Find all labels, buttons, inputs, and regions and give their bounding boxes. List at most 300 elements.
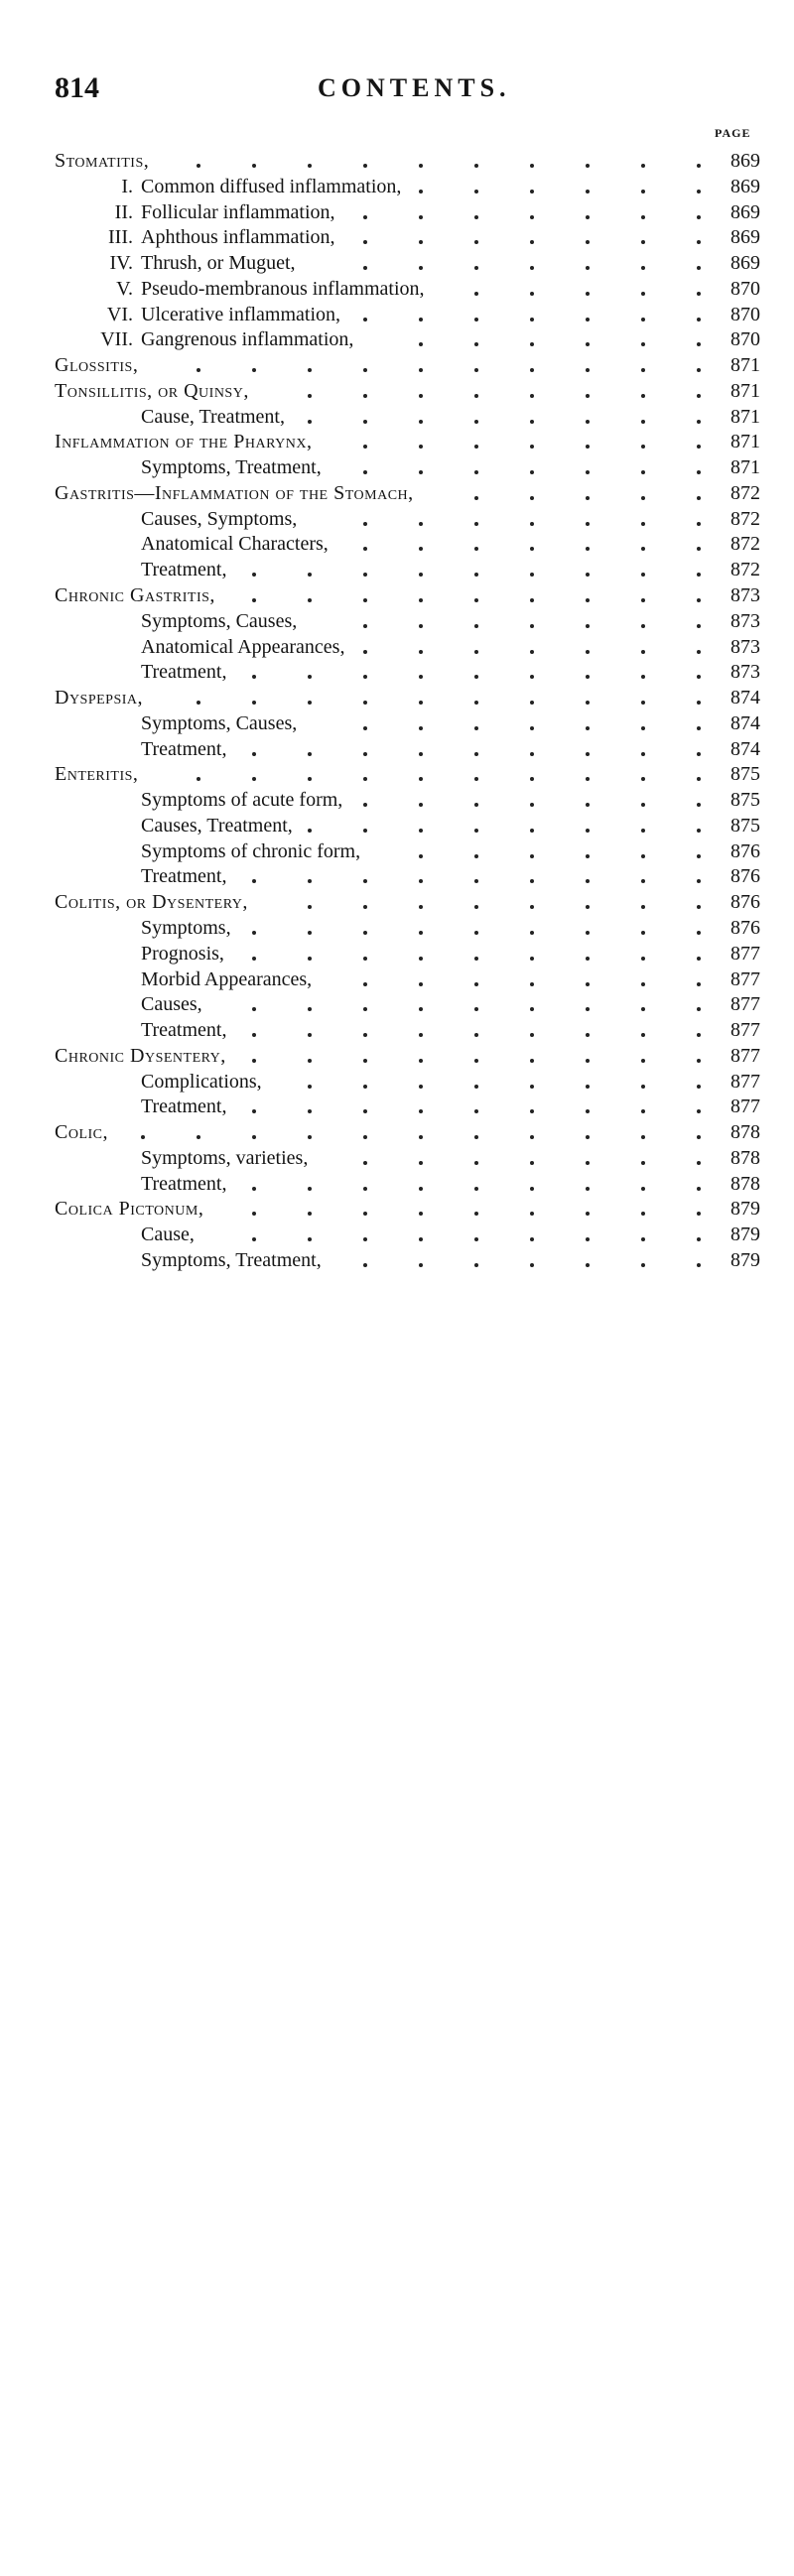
toc-entry-title xyxy=(141,455,322,481)
leader-dot xyxy=(697,190,701,193)
leader-dot xyxy=(474,190,478,193)
leader-dot xyxy=(419,905,423,909)
toc-entry xyxy=(0,992,794,1018)
leader-dot xyxy=(363,266,367,270)
leader-dot xyxy=(530,1237,534,1241)
leader-dot xyxy=(419,624,423,628)
leader-dot xyxy=(586,931,590,935)
toc-entry-title xyxy=(55,1197,203,1223)
leader-dot xyxy=(419,982,423,986)
leader-dot xyxy=(419,701,423,705)
leader-dot xyxy=(363,522,367,526)
leader-dot xyxy=(641,292,645,296)
toc-entry-title xyxy=(141,1223,195,1248)
leader-dot xyxy=(474,318,478,322)
leader-dot xyxy=(363,1161,367,1165)
leader-dot xyxy=(252,1007,256,1011)
leader-dot xyxy=(641,1007,645,1011)
toc-entry-title xyxy=(141,864,226,890)
toc-entry xyxy=(0,1172,794,1198)
leader-dot xyxy=(419,1085,423,1089)
leader-dot xyxy=(474,164,478,168)
toc-entry-text: Inflammation of the Pharynx, xyxy=(55,431,313,453)
leader-dot xyxy=(697,624,701,628)
leader-dot xyxy=(530,1212,534,1216)
leader-dot xyxy=(641,522,645,526)
dot-leader xyxy=(0,660,707,686)
toc-entry-text: Causes, Treatment, xyxy=(141,814,293,837)
leader-dot xyxy=(252,931,256,935)
leader-dot xyxy=(363,675,367,679)
dot-leader xyxy=(0,507,707,533)
leader-dot xyxy=(363,394,367,398)
dot-leader xyxy=(0,609,707,635)
leader-dot xyxy=(697,522,701,526)
toc-entry-page: 876 xyxy=(730,839,760,862)
toc-entry-text: Symptoms, Treatment, xyxy=(141,1248,322,1271)
toc-entry xyxy=(0,814,794,839)
leader-dot xyxy=(474,470,478,474)
leader-dot xyxy=(474,420,478,424)
toc-entry-text: Complications, xyxy=(141,1070,262,1093)
toc-entry-text: Treatment, xyxy=(141,737,227,760)
toc-entry-title xyxy=(55,1044,226,1070)
leader-dot xyxy=(641,675,645,679)
leader-dot xyxy=(641,240,645,244)
leader-dot xyxy=(308,420,312,424)
leader-dot xyxy=(308,164,312,168)
leader-dot xyxy=(641,1033,645,1037)
leader-dot xyxy=(641,879,645,883)
dot-leader xyxy=(0,864,707,890)
toc-entry-page: 877 xyxy=(730,1095,760,1118)
leader-dot xyxy=(363,624,367,628)
leader-dot xyxy=(474,1187,478,1191)
leader-dot xyxy=(308,905,312,909)
leader-dot xyxy=(474,905,478,909)
toc-entry xyxy=(0,200,794,226)
leader-dot xyxy=(252,1237,256,1241)
toc-entry-title xyxy=(141,1018,226,1044)
leader-dot xyxy=(641,190,645,193)
toc-entry-page: 873 xyxy=(730,584,760,607)
leader-dot xyxy=(697,1033,701,1037)
leader-dot xyxy=(252,1187,256,1191)
dot-leader xyxy=(0,814,707,839)
roman-numeral: VI. xyxy=(106,303,133,325)
toc-entry-title xyxy=(55,686,143,711)
toc-entry xyxy=(0,660,794,686)
toc-entry xyxy=(0,327,794,353)
leader-dot xyxy=(586,368,590,372)
leader-dot xyxy=(419,394,423,398)
leader-dot xyxy=(419,342,423,346)
leader-dot xyxy=(252,164,256,168)
toc-entry-title xyxy=(55,149,149,175)
leader-dot xyxy=(419,1187,423,1191)
leader-dot xyxy=(419,190,423,193)
dot-leader xyxy=(0,558,707,583)
toc-entry-title xyxy=(141,635,344,661)
leader-dot xyxy=(530,266,534,270)
leader-dot xyxy=(419,1135,423,1139)
leader-dot xyxy=(474,854,478,858)
toc-entry xyxy=(0,890,794,916)
leader-dot xyxy=(586,957,590,961)
toc-entry-page: 869 xyxy=(730,252,760,275)
leader-dot xyxy=(474,1033,478,1037)
toc-entry-title xyxy=(141,942,224,967)
toc-entry-page: 876 xyxy=(730,891,760,914)
dot-leader xyxy=(0,711,707,737)
dot-leader xyxy=(0,992,707,1018)
leader-dot xyxy=(308,1033,312,1037)
leader-dot xyxy=(641,777,645,781)
leader-dot xyxy=(586,1237,590,1241)
leader-dot xyxy=(530,1161,534,1165)
leader-dot xyxy=(530,752,534,756)
leader-dot xyxy=(363,215,367,219)
leader-dot xyxy=(697,1109,701,1113)
leader-dot xyxy=(530,573,534,577)
leader-dot xyxy=(641,982,645,986)
leader-dot xyxy=(641,829,645,833)
toc-entry-title xyxy=(141,532,329,558)
toc-entry-title xyxy=(141,558,226,583)
toc-entry-title xyxy=(141,405,285,431)
roman-numeral: II. xyxy=(114,200,133,223)
toc-entry-page: 877 xyxy=(730,967,760,990)
leader-dot xyxy=(419,854,423,858)
leader-dot xyxy=(419,368,423,372)
leader-dot xyxy=(697,957,701,961)
leader-dot xyxy=(641,470,645,474)
leader-dot xyxy=(308,1059,312,1063)
leader-dot xyxy=(697,1135,701,1139)
leader-dot xyxy=(474,1059,478,1063)
toc-entry xyxy=(0,430,794,455)
leader-dot xyxy=(252,368,256,372)
toc-entry-text: Anatomical Appearances, xyxy=(141,635,345,658)
toc-entry-page: 879 xyxy=(730,1224,760,1246)
toc-entry-title xyxy=(93,225,335,251)
leader-dot xyxy=(474,292,478,296)
leader-dot xyxy=(697,982,701,986)
leader-dot xyxy=(641,420,645,424)
toc-entry xyxy=(0,1197,794,1223)
toc-entry xyxy=(0,455,794,481)
leader-dot xyxy=(197,701,200,705)
toc-entry-text: Symptoms, varieties, xyxy=(141,1146,309,1169)
toc-entry-text: Tonsillitis, or Quinsy, xyxy=(55,379,249,402)
toc-entry-page: 870 xyxy=(730,277,760,300)
toc-entry-page: 871 xyxy=(730,405,760,428)
toc-entry xyxy=(0,635,794,661)
toc-entry-text: Symptoms of acute form, xyxy=(141,789,343,812)
leader-dot xyxy=(697,650,701,654)
leader-dot xyxy=(474,573,478,577)
leader-dot xyxy=(586,650,590,654)
leader-dot xyxy=(363,420,367,424)
toc-entry-title xyxy=(141,609,297,635)
leader-dot xyxy=(530,650,534,654)
leader-dot xyxy=(252,1212,256,1216)
toc-entry xyxy=(0,225,794,251)
leader-dot xyxy=(308,1135,312,1139)
leader-dot xyxy=(474,650,478,654)
leader-dot xyxy=(419,675,423,679)
toc-entry-text: Enteritis, xyxy=(55,763,139,786)
leader-dot xyxy=(530,931,534,935)
leader-dot xyxy=(474,675,478,679)
leader-dot xyxy=(363,1007,367,1011)
leader-dot xyxy=(363,957,367,961)
toc-entry xyxy=(0,379,794,405)
toc-entry-title xyxy=(141,1172,226,1198)
leader-dot xyxy=(530,420,534,424)
leader-dot xyxy=(530,190,534,193)
leader-dot xyxy=(586,777,590,781)
leader-dot xyxy=(308,394,312,398)
leader-dot xyxy=(419,318,423,322)
toc-entry xyxy=(0,1223,794,1248)
leader-dot xyxy=(641,905,645,909)
toc-entry-page: 877 xyxy=(730,1070,760,1093)
leader-dot xyxy=(419,420,423,424)
toc-entry xyxy=(0,609,794,635)
leader-dot xyxy=(697,675,701,679)
toc-entry-page: 871 xyxy=(730,431,760,453)
leader-dot xyxy=(363,777,367,781)
leader-dot xyxy=(363,752,367,756)
leader-dot xyxy=(641,1212,645,1216)
toc-entry-page: 871 xyxy=(730,456,760,479)
leader-dot xyxy=(530,445,534,449)
toc-entry xyxy=(0,1095,794,1120)
toc-entry-text: Thrush, or Muguet, xyxy=(141,252,296,275)
leader-dot xyxy=(697,292,701,296)
toc-entry-page: 872 xyxy=(730,533,760,556)
roman-numeral: V. xyxy=(116,277,133,300)
leader-dot xyxy=(641,164,645,168)
roman-numeral: IV. xyxy=(109,252,133,275)
leader-dot xyxy=(697,318,701,322)
toc-entry-title xyxy=(141,1095,226,1120)
toc-entry-title xyxy=(55,430,312,455)
leader-dot xyxy=(530,496,534,500)
leader-dot xyxy=(419,1109,423,1113)
leader-dot xyxy=(586,547,590,551)
dot-leader xyxy=(0,1248,707,1274)
leader-dot xyxy=(474,547,478,551)
toc-entry-text: Symptoms, Causes, xyxy=(141,711,298,734)
leader-dot xyxy=(586,240,590,244)
leader-dot xyxy=(697,266,701,270)
leader-dot xyxy=(363,1237,367,1241)
leader-dot xyxy=(697,1085,701,1089)
toc-entry-title xyxy=(141,992,202,1018)
toc-entry-page: 874 xyxy=(730,737,760,760)
roman-numeral: VII. xyxy=(100,328,133,351)
leader-dot xyxy=(530,522,534,526)
leader-dot xyxy=(474,957,478,961)
toc-entry-title xyxy=(55,1120,108,1146)
toc-entry-page: 872 xyxy=(730,559,760,581)
toc-entry xyxy=(0,762,794,788)
leader-dot xyxy=(363,1085,367,1089)
dot-leader xyxy=(0,916,707,942)
leader-dot xyxy=(641,1059,645,1063)
leader-dot xyxy=(586,1263,590,1267)
leader-dot xyxy=(697,1237,701,1241)
leader-dot xyxy=(697,905,701,909)
toc-entry-page: 878 xyxy=(730,1146,760,1169)
toc-entry-title xyxy=(93,175,401,200)
leader-dot xyxy=(530,215,534,219)
toc-entry-page: 869 xyxy=(730,226,760,249)
leader-dot xyxy=(530,164,534,168)
toc-entry-text: Treatment, xyxy=(141,661,227,684)
leader-dot xyxy=(641,547,645,551)
leader-dot xyxy=(586,266,590,270)
leader-dot xyxy=(363,1033,367,1037)
toc-entry-text: Symptoms of chronic form, xyxy=(141,839,361,862)
leader-dot xyxy=(363,1187,367,1191)
leader-dot xyxy=(474,1135,478,1139)
toc-entry-title xyxy=(55,353,138,379)
page-column-label: PAGE xyxy=(715,126,751,140)
toc-entry-page: 869 xyxy=(730,150,760,172)
leader-dot xyxy=(530,1085,534,1089)
leader-dot xyxy=(474,803,478,807)
leader-dot xyxy=(586,1033,590,1037)
leader-dot xyxy=(530,1109,534,1113)
toc-entry-page: 873 xyxy=(730,661,760,684)
toc-entry-text: Cause, Treatment, xyxy=(141,405,285,428)
toc-entry xyxy=(0,1044,794,1070)
toc-entry xyxy=(0,405,794,431)
toc-entry-page: 878 xyxy=(730,1121,760,1144)
running-head: CONTENTS. xyxy=(318,73,511,102)
toc-entry-page: 879 xyxy=(730,1248,760,1271)
leader-dot xyxy=(419,777,423,781)
roman-numeral: I. xyxy=(121,175,133,197)
leader-dot xyxy=(419,445,423,449)
toc-entry-title xyxy=(141,839,360,865)
leader-dot xyxy=(474,598,478,602)
toc-entry-text: Follicular inflammation, xyxy=(141,200,335,223)
toc-entry xyxy=(0,1146,794,1172)
leader-dot xyxy=(586,573,590,577)
toc-entry-text: Pseudo-membranous inflammation, xyxy=(141,277,425,300)
leader-dot xyxy=(641,496,645,500)
leader-dot xyxy=(474,1109,478,1113)
leader-dot xyxy=(530,1033,534,1037)
leader-dot xyxy=(586,522,590,526)
page-number: 814 xyxy=(55,71,99,104)
leader-dot xyxy=(474,496,478,500)
leader-dot xyxy=(530,1007,534,1011)
toc-entry-text: Treatment, xyxy=(141,1095,227,1118)
toc-entry-title xyxy=(93,327,353,353)
leader-dot xyxy=(641,701,645,705)
leader-dot xyxy=(697,777,701,781)
leader-dot xyxy=(363,445,367,449)
leader-dot xyxy=(419,726,423,730)
dot-leader xyxy=(0,1070,707,1095)
leader-dot xyxy=(530,726,534,730)
toc-entry xyxy=(0,277,794,303)
leader-dot xyxy=(252,598,256,602)
leader-dot xyxy=(474,445,478,449)
leader-dot xyxy=(419,215,423,219)
toc-entry-title xyxy=(93,277,425,303)
toc-entry xyxy=(0,532,794,558)
leader-dot xyxy=(474,624,478,628)
leader-dot xyxy=(697,1161,701,1165)
leader-dot xyxy=(586,829,590,833)
toc-entry-page: 869 xyxy=(730,175,760,197)
dot-leader xyxy=(0,942,707,967)
table-of-contents xyxy=(0,149,794,1274)
leader-dot xyxy=(586,445,590,449)
leader-dot xyxy=(308,573,312,577)
toc-entry xyxy=(0,711,794,737)
leader-dot xyxy=(530,368,534,372)
roman-numeral: III. xyxy=(108,226,133,249)
leader-dot xyxy=(419,598,423,602)
leader-dot xyxy=(586,598,590,602)
leader-dot xyxy=(641,368,645,372)
leader-dot xyxy=(697,726,701,730)
leader-dot xyxy=(419,1212,423,1216)
toc-entry-text: Anatomical Characters, xyxy=(141,533,329,556)
leader-dot xyxy=(308,1187,312,1191)
toc-entry-text: Cause, xyxy=(141,1224,195,1246)
leader-dot xyxy=(474,982,478,986)
toc-entry-title xyxy=(141,1146,308,1172)
leader-dot xyxy=(308,1212,312,1216)
leader-dot xyxy=(530,598,534,602)
leader-dot xyxy=(252,1135,256,1139)
toc-entry xyxy=(0,942,794,967)
leader-dot xyxy=(530,905,534,909)
dot-leader xyxy=(0,1223,707,1248)
leader-dot xyxy=(586,624,590,628)
toc-entry-text: Causes, Symptoms, xyxy=(141,507,298,530)
toc-entry xyxy=(0,251,794,277)
leader-dot xyxy=(641,573,645,577)
leader-dot xyxy=(641,445,645,449)
leader-dot xyxy=(419,573,423,577)
toc-entry-page: 876 xyxy=(730,916,760,939)
leader-dot xyxy=(697,547,701,551)
leader-dot xyxy=(641,1085,645,1089)
leader-dot xyxy=(252,1033,256,1037)
dot-leader xyxy=(0,788,707,814)
leader-dot xyxy=(363,701,367,705)
leader-dot xyxy=(586,164,590,168)
leader-dot xyxy=(419,879,423,883)
toc-entry-text: Dyspepsia, xyxy=(55,687,144,709)
toc-entry-text: Ulcerative inflammation, xyxy=(141,303,341,325)
toc-entry-page: 874 xyxy=(730,687,760,709)
leader-dot xyxy=(363,598,367,602)
leader-dot xyxy=(363,829,367,833)
leader-dot xyxy=(308,1007,312,1011)
leader-dot xyxy=(363,726,367,730)
leader-dot xyxy=(197,1135,200,1139)
